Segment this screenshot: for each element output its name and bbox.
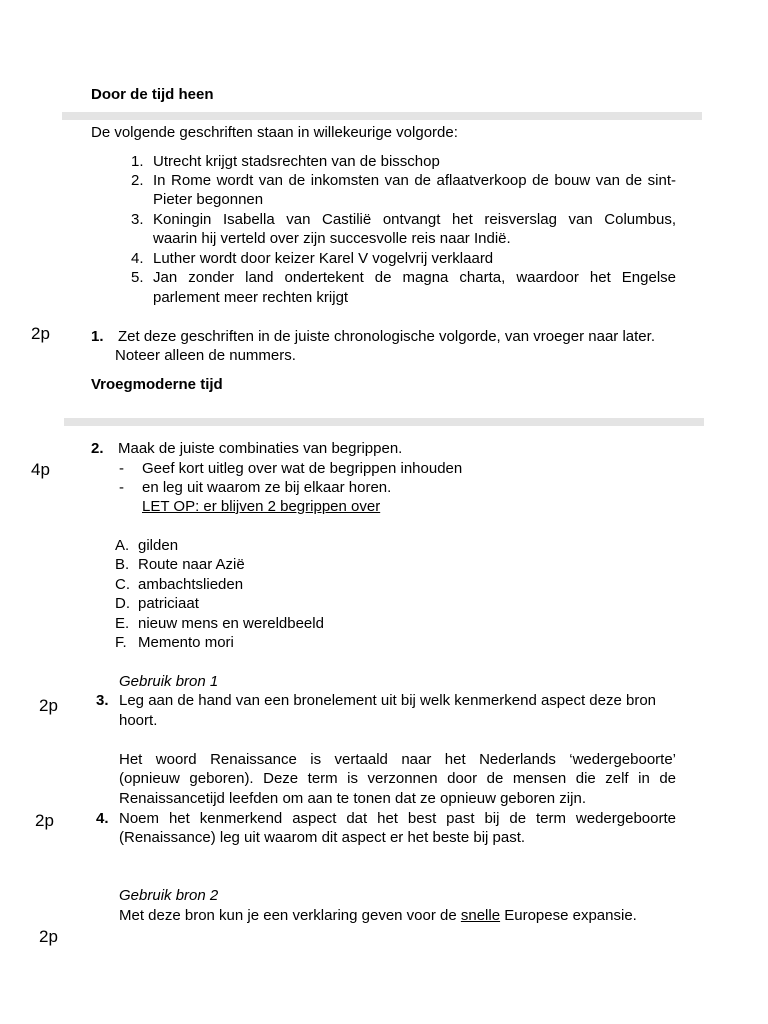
option-letter: A. xyxy=(115,537,130,554)
list-item-number: 2. xyxy=(131,172,144,189)
question-number: 4. xyxy=(96,810,109,827)
list-item: Utrecht krijgt stadsrechten van de bisschop xyxy=(153,153,440,170)
option-text: patriciaat xyxy=(138,595,199,612)
bullet-dash: - xyxy=(119,479,124,496)
question-text-continuation: (Renaissance) leg uit waarom dit aspect er het beste bij past. xyxy=(119,829,526,846)
question-text-continuation: Noteer alleen de nummers. xyxy=(115,347,296,364)
question-number: 1. xyxy=(91,328,104,345)
section-title-vroegmoderne-tijd: Vroegmoderne tijd xyxy=(91,376,223,393)
source-reference: Gebruik bron 2 xyxy=(119,887,219,904)
option-letter: C. xyxy=(115,576,130,593)
list-item: Luther wordt door keizer Karel V vogelvrij verklaard xyxy=(153,250,494,267)
question-number: 2. xyxy=(91,440,104,457)
question-text: Leg aan de hand van een bronelement uit bij welk kenmerkend aspect deze bron xyxy=(119,692,657,709)
option-text: Route naar Azië xyxy=(138,556,245,573)
section-title-door-de-tijd-heen: Door de tijd heen xyxy=(91,86,214,103)
list-item-number: 4. xyxy=(131,250,144,267)
context-paragraph-line: (opnieuw geboren). Deze term is verzonnen door de mensen die zelf in de xyxy=(119,770,676,787)
question-number: 3. xyxy=(96,692,109,709)
option-text: ambachtslieden xyxy=(138,576,244,593)
list-item: Jan zonder land ondertekent de magna charta, waardoor het Engelse xyxy=(153,269,676,286)
points-label: 2p xyxy=(39,696,58,715)
question-text-part: Met deze bron kun je een verklaring geven voor de xyxy=(119,907,461,924)
list-item-number: 5. xyxy=(131,269,144,286)
bullet-dash: - xyxy=(119,460,124,477)
question-text-part: Europese expansie. xyxy=(500,907,637,924)
option-letter: B. xyxy=(115,556,130,573)
points-label: 2p xyxy=(35,811,54,830)
instruction-bullet: Geef kort uitleg over wat de begrippen inhouden xyxy=(142,460,463,477)
points-label: 4p xyxy=(31,460,50,479)
points-label: 2p xyxy=(31,324,50,343)
note-text: LET OP: er blijven 2 begrippen over xyxy=(142,498,381,515)
option-letter: E. xyxy=(115,615,130,632)
context-paragraph-line: Renaissancetijd leefden om aan te tonen dat ze opnieuw geboren zijn. xyxy=(119,790,586,807)
option-letter: F. xyxy=(115,634,127,651)
intro-text: De volgende geschriften staan in willekeurige volgorde: xyxy=(91,124,458,141)
question-text: Zet deze geschriften in de juiste chronologische volgorde, van vroeger naar later. xyxy=(118,328,655,345)
list-item-continuation: waarin hij verteld over zijn succesvolle reis naar Indië. xyxy=(153,230,511,247)
option-text: gilden xyxy=(138,537,179,554)
points-label: 2p xyxy=(39,927,58,946)
list-item-continuation: parlement meer rechten krijgt xyxy=(153,289,349,306)
instruction-bullet: en leg uit waarom ze bij elkaar horen. xyxy=(142,479,392,496)
list-item-number: 3. xyxy=(131,211,144,228)
section-divider xyxy=(64,418,704,426)
context-paragraph-line: Het woord Renaissance is vertaald naar het Nederlands ‘wedergeboorte’ xyxy=(119,751,676,768)
source-reference: Gebruik bron 1 xyxy=(119,673,219,690)
underlined-word: snelle xyxy=(460,907,501,924)
section-divider xyxy=(62,112,702,120)
question-text-continuation: hoort. xyxy=(119,712,158,729)
question-text xyxy=(119,907,637,924)
question-text: Maak de juiste combinaties van begrippen. xyxy=(118,440,403,457)
question-text: Noem het kenmerkend aspect dat het best past bij de term wedergeboorte xyxy=(119,810,676,827)
list-item: In Rome wordt van de inkomsten van de aflaatverkoop de bouw van de sint- xyxy=(153,172,676,189)
list-item: Koningin Isabella van Castilië ontvangt het reisverslag van Columbus, xyxy=(153,211,676,228)
option-letter: D. xyxy=(115,595,130,612)
list-item-number: 1. xyxy=(131,153,144,170)
option-text: nieuw mens en wereldbeeld xyxy=(138,615,324,632)
list-item-continuation: Pieter begonnen xyxy=(153,191,264,208)
option-text: Memento mori xyxy=(138,634,234,651)
